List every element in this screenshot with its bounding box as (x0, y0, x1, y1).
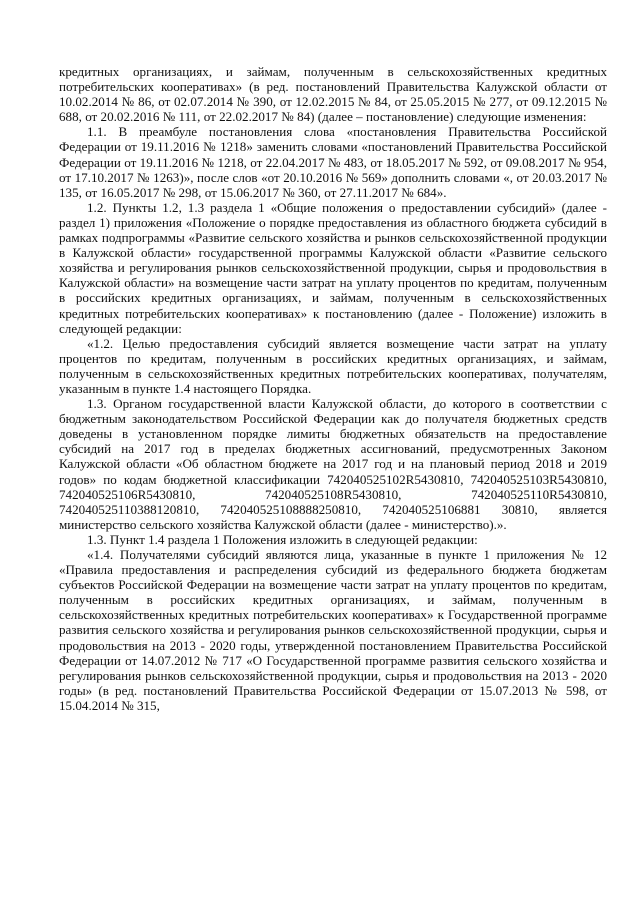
paragraph-quote-1-4: «1.4. Получателями субсидий являются лица, указанные в пункте 1 приложения № 12 «Правила предоставления и распределения субсидий из федерального бюджета бюджетам субъектов Российской Федерации на возмещение части затрат на уплату процентов по кредитам, полученным в российских кредитных организациях, и займам, полученным в сельскохозяйственных кредитных потребительских кооперативах» к Государственной программе развития сельского хозяйства и регулирования рынков сельскохозяйственной продукции, сырья и продовольствия на 2013 - 2020 годы, утвержденной постановлением Правительства Российской Федерации от 14.07.2012 № 717 «О Государственной программе развития сельского хозяйства и регулирования рынков сельскохозяйственной продукции, сырья и продовольствия на 2013 - 2020 годы» (в ред. постановлений Правительства Российской Федерации от 15.07.2013 № 598, от 15.04.2014 № 315, (59, 547, 607, 713)
paragraph-1-1: 1.1. В преамбуле постановления слова «постановления Правительства Российской Федерации от 19.11.2016 № 1218» заменить словами «постановлений Правительства Российской Федерации от 19.11.2016 № 1218, от 22.04.2017 № 483, от 18.05.2017 № 592, от 09.08.2017 № 954, от 17.10.2017 № 1263)», после слов «от 20.10.2016 № 569» дополнить словами «, от 20.03.2017 № 135, от 16.05.2017 № 298, от 15.06.2017 № 360, от 27.11.2017 № 684». (59, 124, 607, 200)
paragraph-quote-1-2: «1.2. Целью предоставления субсидий является возмещение части затрат на уплату процентов по кредитам, полученным в российских кредитных организациях, и займам, полученным в сельскохозяйственных кредитных потребительских кооперативах, получателям, указанным в пункте 1.4 настоящего Порядка. (59, 335, 607, 396)
paragraph-1-2: 1.2. Пункты 1.2, 1.3 раздела 1 «Общие положения о предоставлении субсидий» (далее - раздел 1) приложения «Положение о порядке предоставления из областного бюджета субсидий в рамках подпрограммы «Развитие сельского хозяйства и рынков сельскохозяйственной продукции в Калужской области» государственной программы Калужской области «Развитие сельского хозяйства и регулирования рынков сельскохозяйственной продукции, сырья и продовольствия в Калужской области» на возмещение части затрат на уплату процентов по кредитам, полученным в российских кредитных организациях, и займам, полученным в сельскохозяйственных кредитных потребительских кооперативах» к постановлению (далее - Положение) изложить в следующей редакции: (59, 199, 607, 336)
paragraph-quote-1-3: 1.3. Органом государственной власти Калужской области, до которого в соответствии с бюджетным законодательством Российской Федерации как до получателя бюджетных средств доведены в установленном порядке лимиты бюджетных обязательств на предоставление субсидий на 2017 год в пределах бюджетных ассигнований, предусмотренных Законом Калужской области «Об областном бюджете на 2017 год и на плановый период 2018 и 2019 годов» по кодам бюджетной классификации 742040525102R5430810, 742040525103R5430810, 742040525106R5430810, 742040525108R5430810, 742040525110R5430810, 742040525110388120810, 742040525108888250810, 742040525106881 30810, является министерство сельского хозяйства Калужской области (далее - министерство).». (59, 396, 607, 532)
paragraph-continuation: кредитных организациях, и займам, полученным в сельскохозяйственных кредитных потребительских кооперативах» (в ред. постановлений Правительства Калужской области от 10.02.2014 № 86, от 02.07.2014 № 390, от 12.02.2015 № 84, от 25.05.2015 № 277, от 09.12.2015 № 688, от 20.02.2016 № 111, от 22.02.2017 № 84) (далее – постановление) следующие изменения: (59, 64, 607, 125)
paragraph-1-3: 1.3. Пункт 1.4 раздела 1 Положения изложить в следующей редакции: (87, 531, 478, 547)
document-body (59, 64, 607, 713)
